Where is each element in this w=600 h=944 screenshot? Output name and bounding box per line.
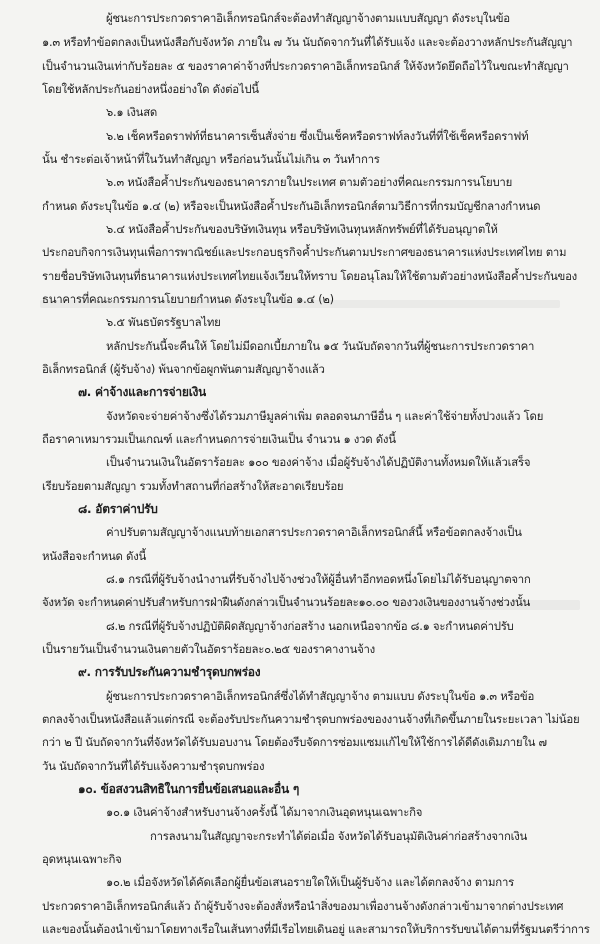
list-item: ๘.๑ กรณีที่ผู้รับจ้างนำงานที่รับจ้างไปจ้างช่วงให้ผู้อื่นทำอีกทอดหนึ่งโดยไม่ได้รับอนุญาตจาก — [106, 572, 531, 586]
paragraph-line: เรียบร้อยตามสัญญา รวมทั้งทำสถานที่ก่อสร้างให้สะอาดเรียบร้อย — [42, 479, 344, 493]
list-item: ๖.๔ หนังสือค้ำประกันของบริษัทเงินทุน หรือบริษัทเงินทุนหลักทรัพย์ที่ได้รับอนุญาตให้ — [106, 222, 498, 236]
list-item: ๖.๓ หนังสือค้ำประกันของธนาคารภายในประเทศ ตามตัวอย่างที่คณะกรรมการนโยบาย — [106, 175, 512, 189]
paragraph-line: กว่า ๒ ปี นับถัดจากวันที่จังหวัดได้รับมอบงาน โดยต้องรีบจัดการซ่อมแซมแก้ไขให้ใช้การได้ดีดังเดิมภายใน ๗ — [42, 735, 547, 749]
paragraph-line: เป็นจำนวนเงินในอัตราร้อยละ ๑๐๐ ของค่าจ้าง เมื่อผู้รับจ้างได้ปฏิบัติงานทั้งหมดให้แล้วเสร็จ — [106, 455, 531, 469]
paragraph-line: หลักประกันนี้จะคืนให้ โดยไม่มีดอกเบี้ยภายใน ๑๕ วันนับถัดจากวันที่ผู้ชนะการประกวดราคา — [106, 339, 535, 353]
paragraph-line: ผู้ชนะการประกวดราคาอิเล็กทรอนิกส์จะต้องทำสัญญาจ้างตามแบบสัญญา ดังระบุในข้อ — [106, 11, 510, 25]
paragraph-line: รายชื่อบริษัทเงินทุนที่ธนาคารแห่งประเทศไทยแจ้งเวียนให้ทราบ โดยอนุโลมให้ใช้ตามตัวอย่างหนังสือค้ำประกันของ — [42, 269, 577, 283]
paragraph-line: เป็นจำนวนเงินเท่ากับร้อยละ ๕ ของราคาค่าจ้างที่ประกวดราคาอิเล็กทรอนิกส์ ให้จังหวัดยึดถือไว้ในขณะทำสัญญา — [42, 59, 569, 73]
paragraph-line: ค่าปรับตามสัญญาจ้างแนบท้ายเอกสารประกวดราคาอิเล็กทรอนิกส์นี้ หรือข้อตกลงจ้างเป็น — [106, 525, 522, 539]
paragraph-line: การลงนามในสัญญาจะกระทำได้ต่อเมื่อ จังหวัดได้รับอนุมัติเงินค่าก่อสร้างจากเงิน — [150, 829, 528, 843]
paragraph-line: อุดหนุนเฉพาะกิจ — [42, 852, 122, 866]
paragraph-line: ตกลงจ้างเป็นหนังสือแล้วแต่กรณี จะต้องรับประกันความชำรุดบกพร่องของงานจ้างที่เกิดขึ้นภายในระยะเวลา ไม่น้อย — [42, 712, 580, 726]
list-item: ๖.๕ พันธบัตรรัฐบาลไทย — [106, 315, 221, 329]
paragraph-line: หนังสือจะกำหนด ดังนี้ — [42, 549, 147, 563]
paragraph-line: ธนาคารที่คณะกรรมการนโยบายกำหนด ดังระบุในข้อ ๑.๔ (๒) — [42, 292, 334, 306]
paragraph-line: และของนั้นต้องนำเข้ามาโดยทางเรือในเส้นทางที่มีเรือไทยเดินอยู่ และสามารถให้บริการรับขนได้ตามที่รัฐมนตรีว่าการ — [42, 922, 590, 936]
list-item: ๖.๑ เงินสด — [106, 105, 158, 119]
paragraph-line: ประกอบกิจการเงินทุนเพื่อการพาณิชย์และประกอบธุรกิจค้ำประกันตามประกาศของธนาคารแห่งประเทศไทย ตาม — [42, 245, 567, 259]
paragraph-line: วัน นับถัดจากวันที่ได้รับแจ้งความชำรุดบกพร่อง — [42, 759, 265, 773]
paragraph-line: ผู้ชนะการประกวดราคาอิเล็กทรอนิกส์ซึ่งได้ทำสัญญาจ้าง ตามแบบ ดังระบุในข้อ ๑.๓ หรือข้อ — [106, 689, 535, 703]
paragraph-line: กำหนด ดังระบุในข้อ ๑.๔ (๒) หรือจะเป็นหนังสือค้ำประกันอิเล็กทรอนิกส์ตามวิธีการที่กรมบัญชีกลางกำหนด — [42, 199, 541, 213]
paragraph-line: อิเล็กทรอนิกส์ (ผู้รับจ้าง) พ้นจากข้อผูกพันตามสัญญาจ้างแล้ว — [42, 362, 325, 376]
list-item: ๘.๒ กรณีที่ผู้รับจ้างปฏิบัติผิดสัญญาจ้างก่อสร้าง นอกเหนือจากข้อ ๘.๑ จะกำหนดค่าปรับ — [106, 619, 514, 633]
section-heading: ๑๐. ข้อสงวนสิทธิในการยื่นข้อเสนอและอื่น ๆ — [78, 782, 300, 796]
section-heading: ๘. อัตราค่าปรับ — [78, 502, 158, 516]
paragraph-line: โดยใช้หลักประกันอย่างหนึ่งอย่างใด ดังต่อไปนี้ — [42, 82, 259, 96]
paragraph-line: จังหวัดจะจ่ายค่าจ้างซึ่งได้รวมภาษีมูลค่าเพิ่ม ตลอดจนภาษีอื่น ๆ และค่าใช้จ่ายทั้งปวงแล้ว โดย — [106, 409, 544, 423]
paragraph-line: ถือราคาเหมารวมเป็นเกณฑ์ และกำหนดการจ่ายเงินเป็น จำนวน ๑ งวด ดังนี้ — [42, 432, 396, 446]
paragraph-line: เป็นรายวันเป็นจำนวนเงินตายตัวในอัตราร้อยละ๐.๒๕ ของราคางานจ้าง — [42, 642, 375, 656]
paragraph-line: ๑.๓ หรือทำข้อตกลงเป็นหนังสือกับจังหวัด ภายใน ๗ วัน นับถัดจากวันที่ได้รับแจ้ง และจะต้องวางหลักประกันสัญญา — [42, 35, 573, 49]
list-item: ๑๐.๑ เงินค่าจ้างสำหรับงานจ้างครั้งนี้ ได้มาจากเงินอุดหนุนเฉพาะกิจ — [106, 805, 423, 819]
section-heading: ๙. การรับประกันความชำรุดบกพร่อง — [78, 665, 261, 679]
section-heading: ๗. ค่าจ้างและการจ่ายเงิน — [78, 385, 207, 399]
paragraph-line: นั้น ชำระต่อเจ้าหน้าที่ในวันทำสัญญา หรือก่อนวันนั้นไม่เกิน ๓ วันทำการ — [42, 152, 380, 166]
list-item: ๖.๒ เช็คหรือดราฟท์ที่ธนาคารเซ็นสั่งจ่าย ซึ่งเป็นเช็คหรือดราฟท์ลงวันที่ที่ใช้เช็คหรือดราฟท์ — [106, 129, 529, 143]
paragraph-line: จังหวัด จะกำหนดค่าปรับสำหรับการฝ่าฝืนดังกล่าวเป็นจำนวนร้อยละ๑๐.๐๐ ของวงเงินของงานจ้างช่วงนั้น — [42, 595, 531, 609]
list-item: ๑๐.๒ เมื่อจังหวัดได้คัดเลือกผู้ยื่นข้อเสนอรายใดให้เป็นผู้รับจ้าง และได้ตกลงจ้าง ตามการ — [106, 875, 514, 889]
paragraph-line: ประกวดราคาอิเล็กทรอนิกส์แล้ว ถ้าผู้รับจ้างจะต้องสั่งหรือนำสิ่งของมาเพื่องานจ้างดังกล่าวเข้ามาจากต่างประเทศ — [42, 899, 564, 913]
